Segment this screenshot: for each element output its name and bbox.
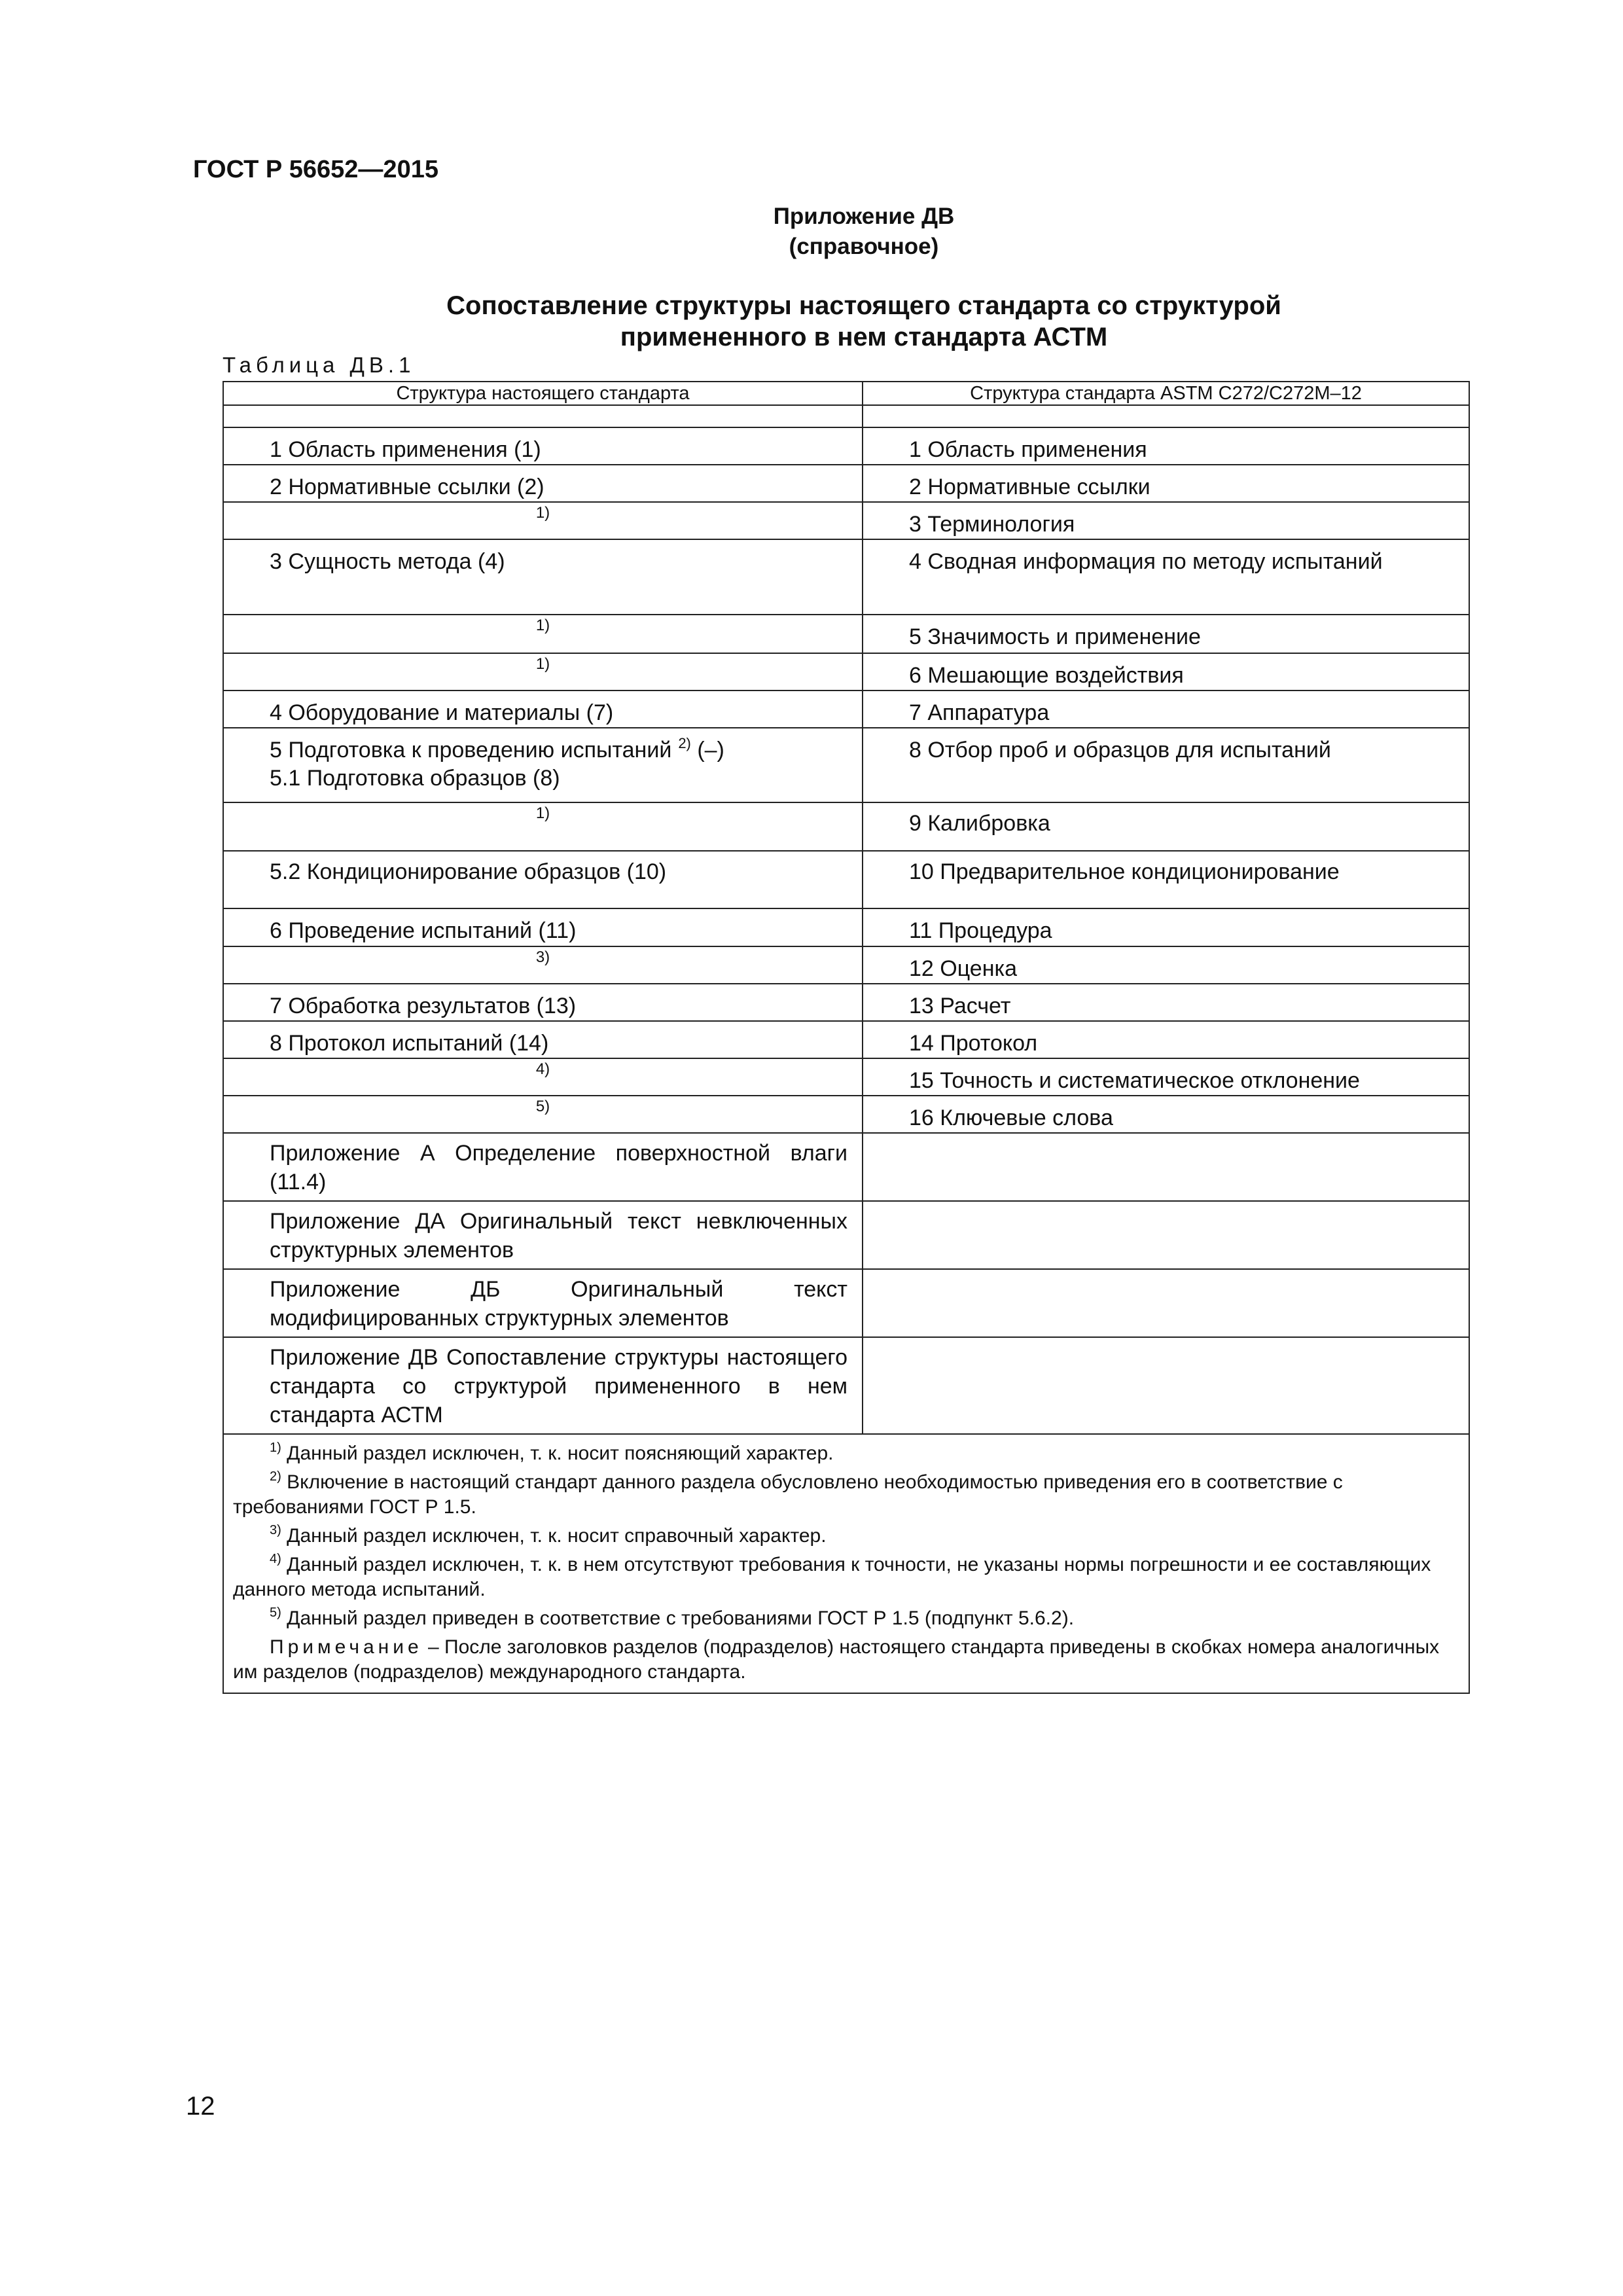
table-row [223, 984, 1469, 1021]
footnote-mark: 2) [678, 735, 691, 751]
appendix-title-line-2: примененного в нем стандарта АСТМ [620, 323, 1108, 351]
astm-section: 9 Калибровка [909, 811, 1050, 836]
astm-section: 15 Точность и систематическое отклонение [909, 1068, 1360, 1093]
footnote-reference: 5) [535, 1098, 550, 1115]
footnote-mark: 3) [270, 1523, 281, 1537]
table-row [223, 1337, 1469, 1434]
astm-section: 5 Значимость и применение [909, 624, 1201, 649]
astm-section: 6 Мешающие воздействия [909, 663, 1184, 688]
astm-section-empty [863, 1269, 1469, 1337]
astm-section: 13 Расчет [909, 994, 1011, 1018]
table-header-row [223, 382, 1469, 405]
footnote [233, 1606, 1454, 1631]
footnote-text: Данный раздел исключен, т. к. в нем отсутствуют требования к точности, не указаны нормы погрешности и ее составляющих данного метода испытаний. [233, 1554, 1431, 1600]
astm-section: 14 Протокол [909, 1031, 1038, 1056]
astm-section: 4 Сводная информация по методу испытаний [909, 549, 1383, 574]
astm-section-empty [863, 1337, 1469, 1434]
table-note [233, 1635, 1454, 1685]
footnote-reference: 3) [535, 948, 550, 966]
table-row [223, 908, 1469, 946]
table-row [223, 728, 1469, 802]
national-section: 4 Оборудование и материалы (7) [270, 700, 614, 725]
national-section: 8 Протокол испытаний (14) [270, 1031, 549, 1056]
astm-section: 16 Ключевые слова [909, 1105, 1113, 1130]
table-row [223, 851, 1469, 908]
table-row [223, 802, 1469, 851]
national-appendix: Приложение ДБ Оригинальный текст модифицированных структурных элементов [270, 1277, 847, 1331]
appendix-designation: Приложение ДВ [773, 204, 955, 229]
national-section: 6 Проведение испытаний (11) [270, 918, 577, 943]
table-row [223, 1269, 1469, 1337]
document-code: ГОСТ Р 56652—2015 [193, 156, 438, 183]
comparison-table [223, 381, 1470, 1694]
national-section: 2 Нормативные ссылки (2) [270, 475, 544, 499]
appendix-title [0, 290, 1623, 353]
footnote [233, 1552, 1454, 1602]
national-appendix: Приложение ДВ Сопоставление структуры настоящего стандарта со структурой примененного в нем стандарта АСТМ [270, 1345, 847, 1427]
national-subsection: 5.1 Подготовка образцов (8) [270, 766, 560, 791]
astm-section: 10 Предварительное кондиционирование [909, 859, 1340, 884]
table-row [223, 1201, 1469, 1269]
footnote [233, 1441, 1454, 1466]
national-section-title: 5 Подготовка к проведению испытаний [270, 738, 672, 762]
footnotes [223, 1434, 1469, 1693]
footnote-mark: 1) [270, 1441, 281, 1455]
astm-section: 2 Нормативные ссылки [909, 475, 1150, 499]
astm-section: 1 Область применения [909, 437, 1147, 462]
astm-section: 11 Процедура [909, 918, 1052, 943]
footnote-mark: 2) [270, 1469, 281, 1484]
national-section: 5.2 Кондиционирование образцов (10) [270, 859, 667, 884]
table-row [223, 1021, 1469, 1058]
footnote-text: Данный раздел исключен, т. к. носит поясняющий характер. [287, 1443, 834, 1464]
table-row [223, 539, 1469, 615]
table-row [223, 465, 1469, 502]
astm-section-empty [863, 1133, 1469, 1201]
footnote-text: Данный раздел исключен, т. к. носит справочный характер. [287, 1525, 827, 1547]
table-row [223, 691, 1469, 728]
table-row [223, 946, 1469, 984]
table-row [223, 1096, 1469, 1133]
table-spacer-row [223, 405, 1469, 427]
note-label: Примечание [270, 1636, 423, 1658]
column-header-national: Структура настоящего стандарта [223, 382, 863, 405]
table-label: Таблица ДВ.1 [223, 353, 416, 377]
footnote-reference: 1) [535, 504, 550, 522]
footnotes-row [223, 1434, 1469, 1693]
footnote-text: Включение в настоящий стандарт данного раздела обусловлено необходимостью приведения его в соответствие с требованиями ГОСТ Р 1.5. [233, 1471, 1343, 1518]
page-number: 12 [186, 2092, 215, 2121]
appendix-status: (справочное) [789, 234, 939, 259]
national-appendix: Приложение А Определение поверхностной влаги (11.4) [270, 1141, 847, 1194]
table-row [223, 1133, 1469, 1201]
table-row [223, 502, 1469, 539]
table-row [223, 427, 1469, 465]
national-section-tail: (–) [690, 738, 724, 762]
footnote-mark: 5) [270, 1605, 281, 1620]
table-row [223, 615, 1469, 653]
table-row [223, 653, 1469, 691]
footnote-reference: 4) [535, 1060, 550, 1078]
footnote-text: Данный раздел приведен в соответствие с требованиями ГОСТ Р 1.5 (подпункт 5.6.2). [287, 1607, 1075, 1629]
footnote-reference: 1) [535, 655, 550, 673]
note-text: – После заголовков разделов (подразделов) настоящего стандарта приведены в скобках номера аналогичных им разделов (подразделов) международного стандарта. [233, 1636, 1440, 1683]
appendix-title-line-1: Сопоставление структуры настоящего стандарта со структурой [446, 291, 1281, 320]
footnote [233, 1524, 1454, 1549]
astm-section: 3 Терминология [909, 512, 1075, 537]
astm-section: 8 Отбор проб и образцов для испытаний [909, 738, 1331, 762]
table-row [223, 1058, 1469, 1096]
astm-section: 7 Аппаратура [909, 700, 1050, 725]
footnote-mark: 4) [270, 1552, 281, 1566]
footnote-reference: 1) [535, 804, 550, 822]
footnote [233, 1470, 1454, 1520]
astm-section: 12 Оценка [909, 956, 1018, 981]
national-section [224, 728, 862, 764]
footnote-reference: 1) [535, 617, 550, 634]
national-section: 1 Область применения (1) [270, 437, 541, 462]
astm-section-empty [863, 1201, 1469, 1269]
column-header-astm: Структура стандарта ASTM C272/C272M–12 [863, 382, 1469, 405]
national-appendix: Приложение ДА Оригинальный текст невключенных структурных элементов [270, 1209, 847, 1263]
appendix-heading [0, 202, 1623, 262]
national-section: 7 Обработка результатов (13) [270, 994, 577, 1018]
national-section: 3 Сущность метода (4) [270, 549, 505, 574]
